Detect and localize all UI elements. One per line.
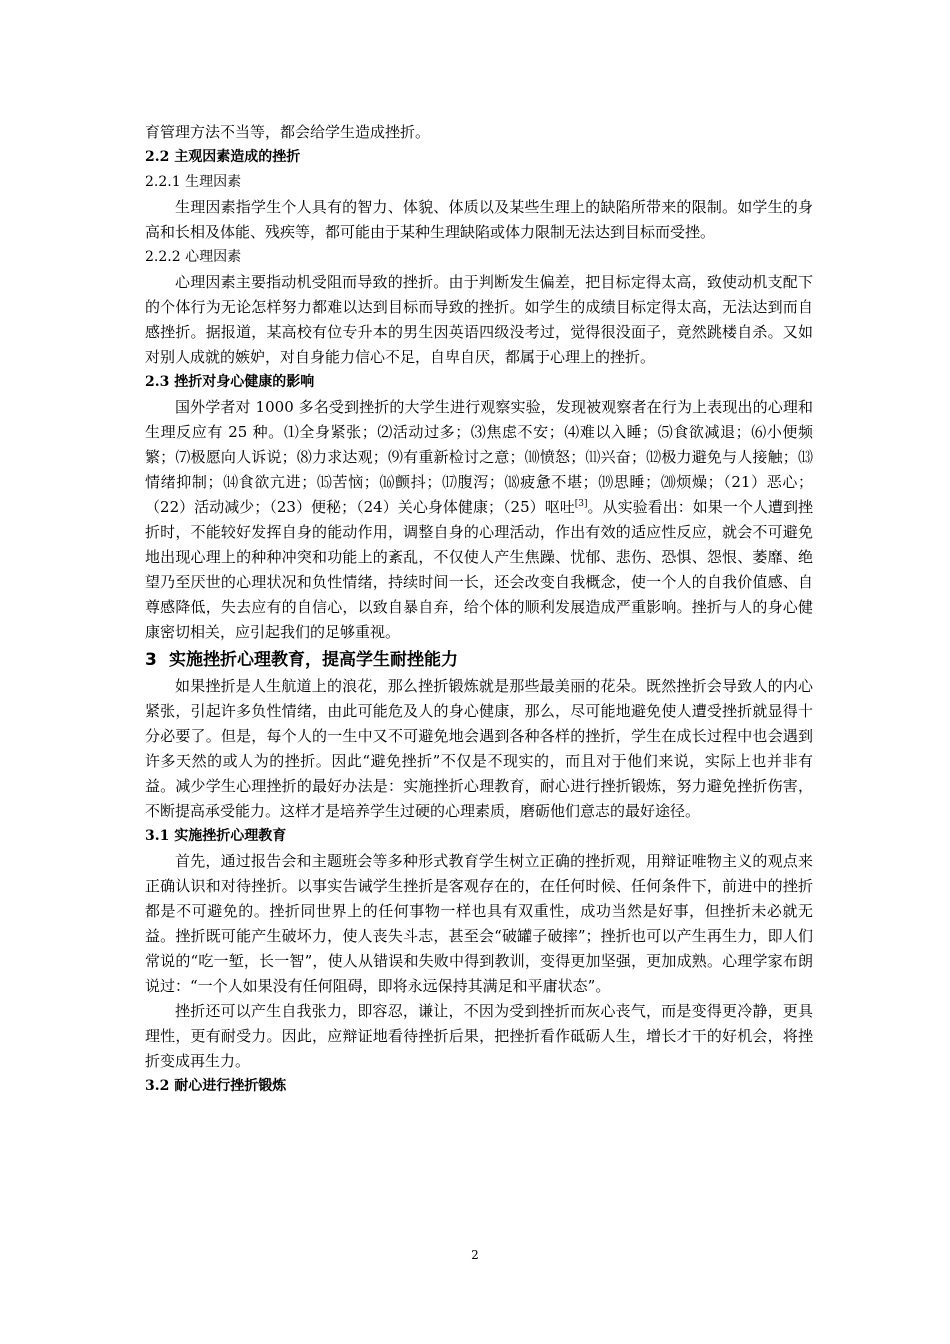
heading-section-3 bbox=[145, 647, 813, 674]
document-body bbox=[145, 120, 813, 1099]
paragraph-section-3-intro: 如果挫折是人生航道上的浪花，那么挫折锻炼就是那些最美丽的花朵。既然挫折会导致人的内心紧张，引起许多负性情绪，由此可能危及人的身心健康，那么，尽可能地避免使人遭受挫折就显得十分必要了。但是，每个人的一生中又不可避免地会遇到各种各样的挫折，学生在成长过程中也会遇到许多天然的或人为的挫折。因此“避免挫折”不仅是不现实的，而且对于他们来说，实际上也并非有益。减少学生心理挫折的最好办法是：实施挫折心理教育，耐心进行挫折锻炼，努力避免挫折伤害，不断提高承受能力。这样才是培养学生过硬的心理素质，磨砺他们意志的最好途径。 bbox=[145, 677, 813, 820]
paragraph-physiological: 生理因素指学生个人具有的智力、体貌、体质以及某些生理上的缺陷所带来的限制。如学生的身高和长相及体能、残疾等，都可能由于某种生理缺陷或体力限制无法达到目标而受挫。 bbox=[145, 198, 813, 241]
citation-ref: [3] bbox=[574, 499, 588, 509]
paragraph-education-1: 首先，通过报告会和主题班会等多种形式教育学生树立正确的挫折观，用辩证唯物主义的观点来正确认识和对待挫折。以事实告诫学生挫折是客观存在的，在任何时候、任何条件下，前进中的挫折都是不可避免的。挫折同世界上的任何事物一样也具有双重性，成功当然是好事，但挫折未必就无益。挫折既可能产生破坏力，使人丧失斗志，甚至会“破罐子破摔”；挫折也可以产生再生力，即人们常说的“吃一堑，长一智”，使人从错误和失败中得到教训，变得更加坚强，更加成熟。心理学家布朗说过：“一个人如果没有任何阻碍，即将永远保持其满足和平庸状态”。 bbox=[145, 852, 813, 995]
heading-3-1: 3.1 实施挫折心理教育 bbox=[145, 828, 287, 844]
heading-2-3: 2.3 挫折对身心健康的影响 bbox=[145, 374, 315, 390]
paragraph-health-impact-part2: 。从实验看出：如果一个人遭到挫折时，不能较好发挥自身的能动作用，调整自身的心理活动，作出有效的适应性反应，就会不可避免地出现心理上的种种冲突和功能上的紊乱，不仅使人产生焦躁、忧郁、悲伤、恐惧、怨恨、萎靡、绝望乃至厌世的心理状况和负性情绪，持续时间一长，还会改变自我概念，使一个人的自我价值感、自尊感降低，失去应有的自信心，以致自暴自弃，给个体的顺利发展造成严重影响。挫折与人的身心健康密切相关，应引起我们的足够重视。 bbox=[145, 498, 813, 641]
paragraph-psychological: 心理因素主要指动机受阻而导致的挫折。由于判断发生偏差，把目标定得太高，致使动机支配下的个体行为无论怎样努力都难以达到目标而导致的挫折。如学生的成绩目标定得太高，无法达到而自感挫折。据报道，某高校有位专升本的男生因英语四级没考过，觉得很没面子，竟然跳楼自杀。又如对别人成就的嫉妒，对自身能力信心不足，自卑自厌，都属于心理上的挫折。 bbox=[145, 273, 813, 366]
heading-2-2-2: 2.2.2 心理因素 bbox=[145, 249, 242, 265]
page-number: 2 bbox=[471, 1248, 479, 1262]
paragraph-health-impact-part1: 国外学者对 1000 多名受到挫折的大学生进行观察实验，发现被观察者在行为上表现出的心理和生理反应有 25 种。⑴全身紧张；⑵活动过多；⑶焦虑不安；⑷难以入睡；⑸食欲减退；⑹小便频繁；⑺极愿向人诉说；⑻力求达观；⑼有重新检讨之意；⑽愤怒；⑾兴奋；⑿极力避免与人接触；⒀情绪抑制；⒁食欲亢进；⒂苦恼；⒃颤抖；⒄腹泻；⒅疲惫不堪；⒆思睡；⒇烦燥；（21）恶心；（22）活动减少；（23）便秘；（24）关心身体健康；（25）呕吐 bbox=[145, 398, 813, 516]
paragraph-education-2: 挫折还可以产生自我张力，即容忍，谦让，不因为受到挫折而灰心丧气，而是变得更冷静，更具理性，更有耐受力。因此，应辩证地看待挫折后果，把挫折看作砥砺人生，增长才干的好机会，将挫折变成再生力。 bbox=[145, 1002, 813, 1070]
heading-3-2: 3.2 耐心进行挫折锻炼 bbox=[145, 1078, 287, 1094]
paragraph-health-impact bbox=[145, 395, 813, 645]
heading-2-2: 2.2 主观因素造成的挫折 bbox=[145, 149, 301, 165]
paragraph-continuation: 育管理方法不当等，都会给学生造成挫折。 bbox=[145, 123, 431, 141]
heading-2-2-1: 2.2.1 生理因素 bbox=[145, 174, 242, 190]
heading-section-3-text: 实施挫折心理教育，提高学生耐挫能力 bbox=[169, 650, 458, 670]
heading-section-3-number: 3 bbox=[145, 650, 157, 670]
